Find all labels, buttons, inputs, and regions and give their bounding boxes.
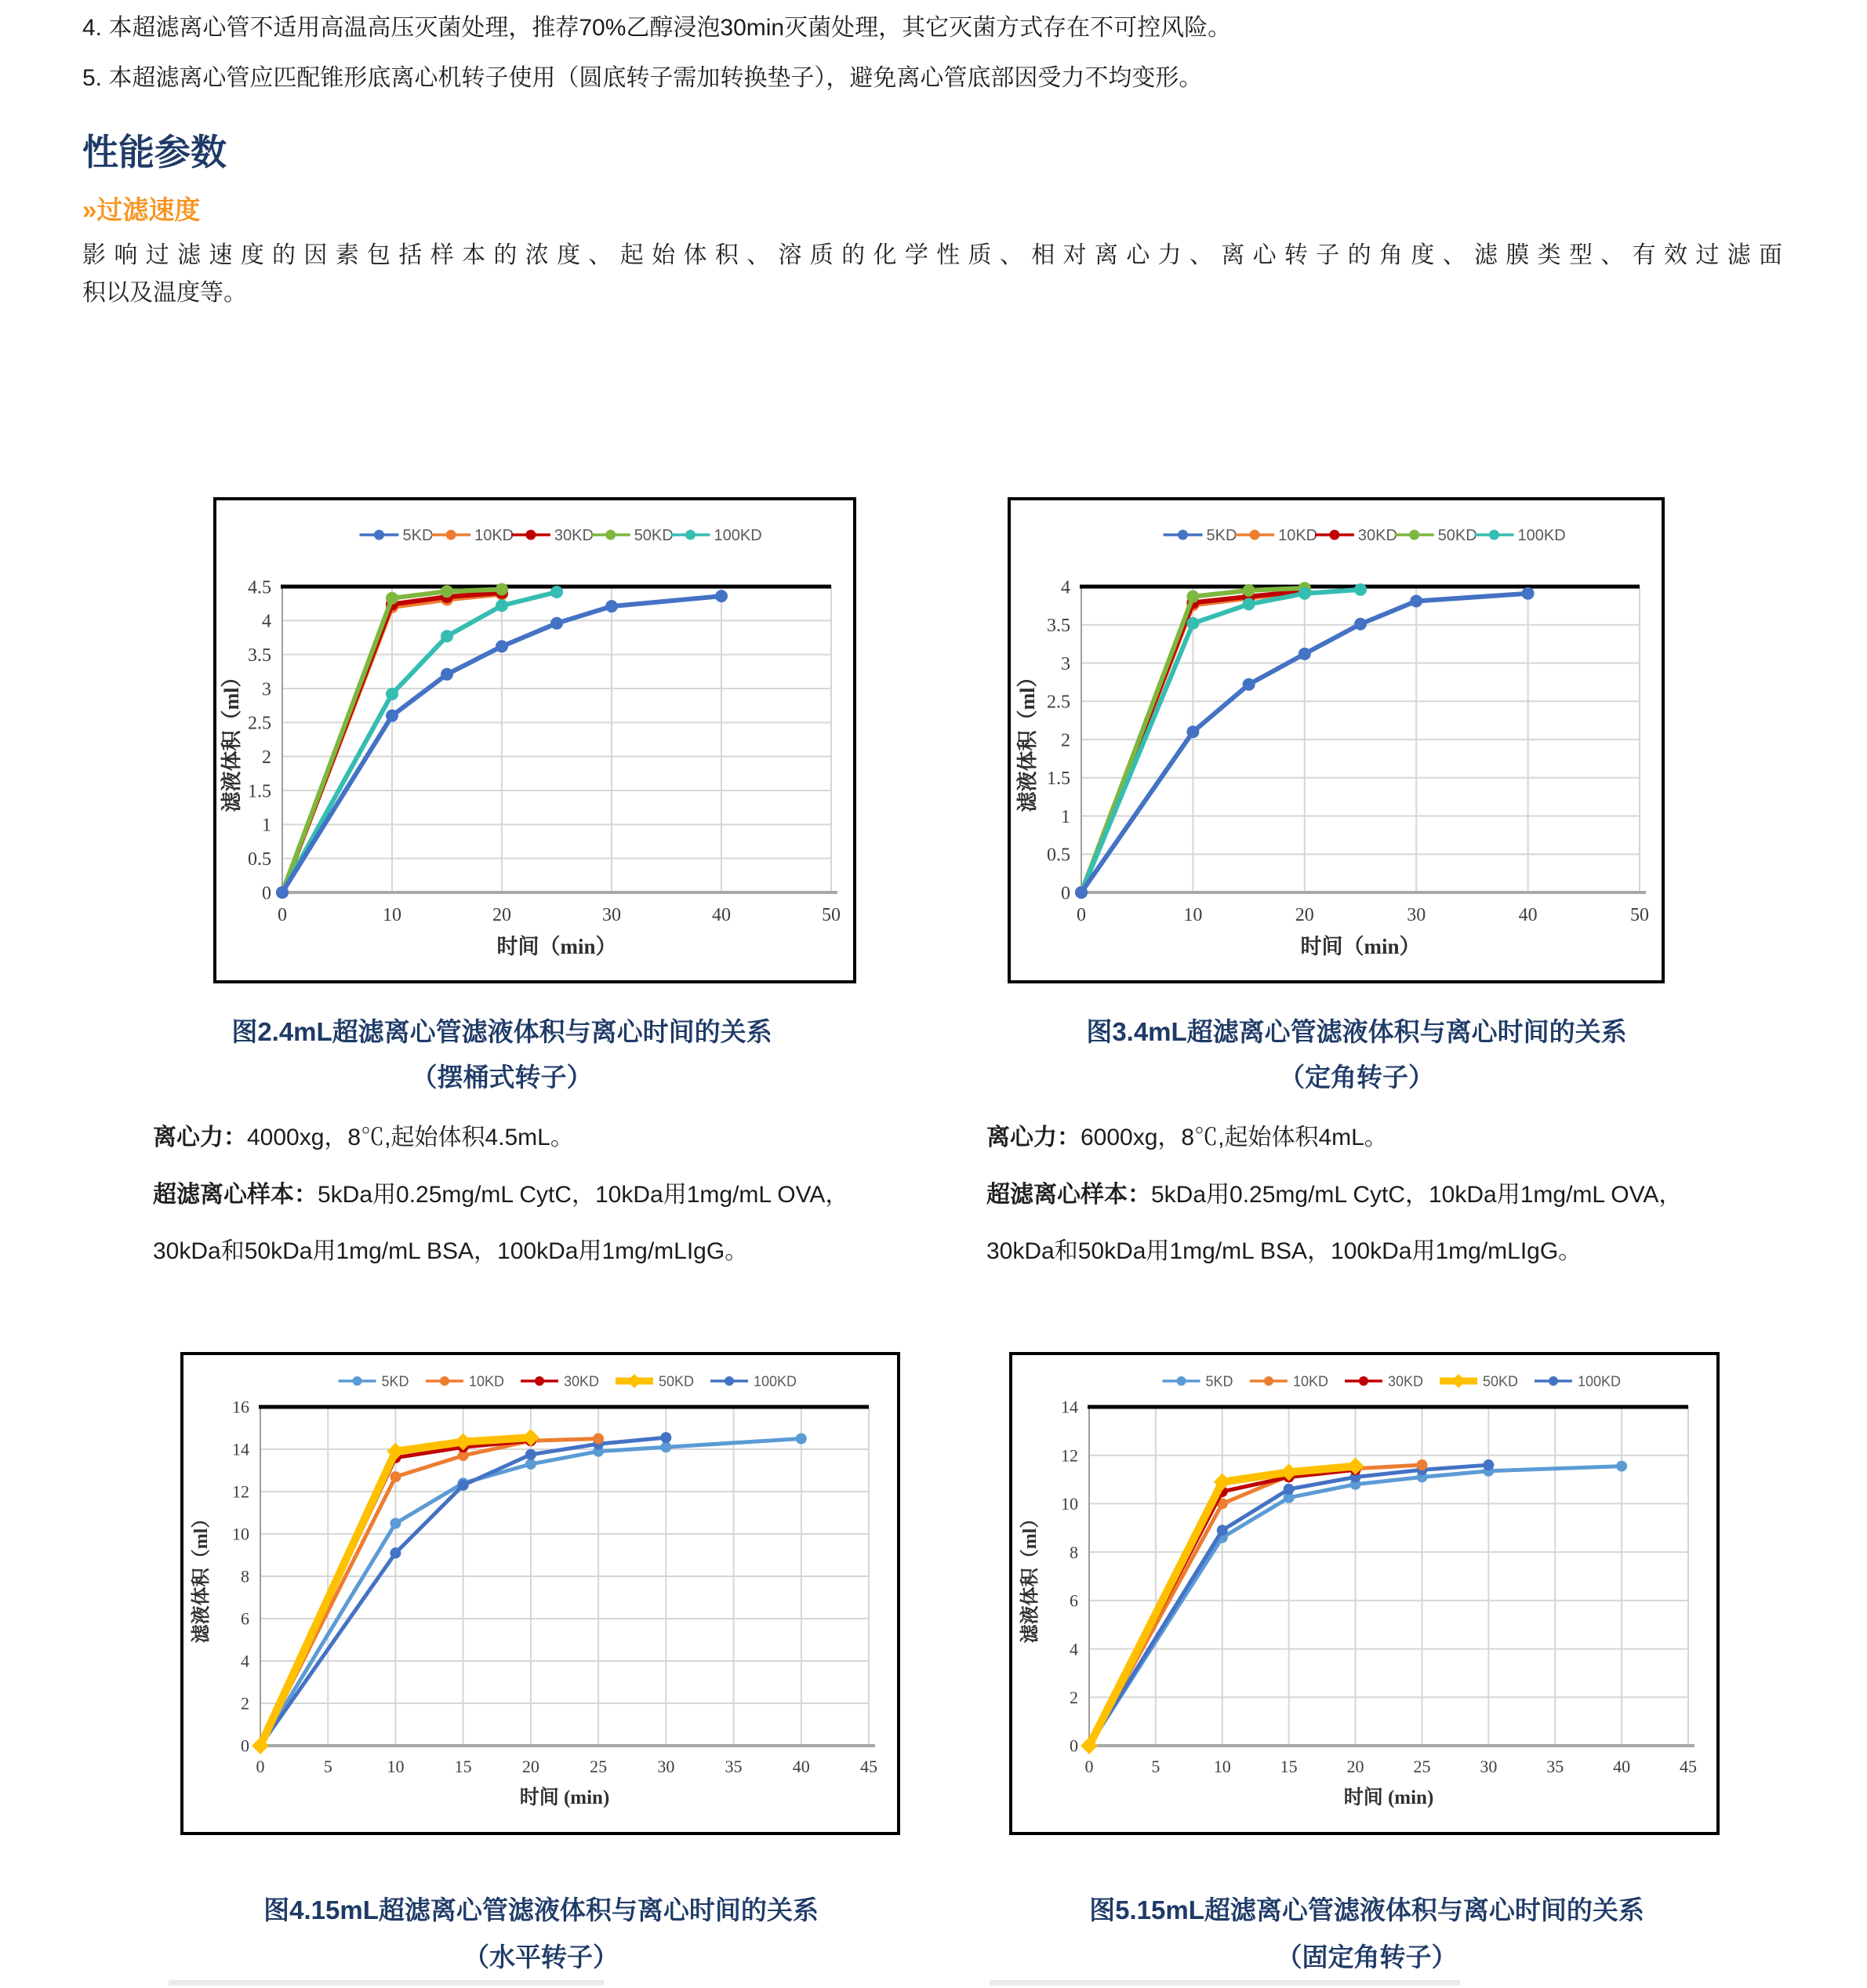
data-point-marker bbox=[441, 585, 453, 598]
data-point-marker bbox=[496, 583, 508, 595]
data-point-marker bbox=[390, 1471, 401, 1482]
condition-label: 离心力： bbox=[153, 1125, 247, 1150]
svg-text:4: 4 bbox=[1061, 577, 1070, 598]
svg-text:0: 0 bbox=[241, 1735, 249, 1756]
y-tick-labels bbox=[248, 577, 271, 903]
data-point-marker bbox=[1299, 648, 1311, 660]
svg-text:14: 14 bbox=[232, 1439, 249, 1459]
figure3-caption-line2: （定角转子） bbox=[1279, 1063, 1434, 1092]
svg-text:35: 35 bbox=[1546, 1757, 1564, 1776]
svg-text:15: 15 bbox=[454, 1757, 472, 1776]
condition-text: 4000xg，8℃,起始体积4.5mL。 bbox=[247, 1125, 574, 1150]
data-point-marker bbox=[496, 640, 508, 652]
condition-label: 离心力： bbox=[986, 1125, 1081, 1150]
svg-text:30: 30 bbox=[657, 1757, 675, 1776]
data-point-marker bbox=[1284, 1484, 1295, 1495]
data-point-marker bbox=[1186, 725, 1199, 738]
figure2-caption-line2: （摆桶式转子） bbox=[411, 1063, 593, 1092]
y-tick-labels bbox=[1047, 577, 1070, 903]
svg-text:0: 0 bbox=[1084, 1757, 1094, 1776]
svg-text:100KD: 100KD bbox=[1517, 527, 1566, 544]
svg-text:10: 10 bbox=[387, 1757, 405, 1776]
figure4-chart bbox=[180, 1352, 900, 1835]
svg-text:0: 0 bbox=[1070, 1735, 1078, 1756]
sample-label: 超滤离心样本： bbox=[986, 1182, 1151, 1208]
figure4-caption-line2: （水平转子） bbox=[463, 1943, 619, 1972]
figure3-sample-line1 bbox=[986, 1175, 1682, 1209]
svg-text:50KD: 50KD bbox=[1483, 1373, 1519, 1390]
data-point-marker bbox=[605, 600, 618, 612]
svg-text:12: 12 bbox=[232, 1481, 249, 1502]
legend bbox=[360, 527, 762, 544]
figure2-sample-line1 bbox=[153, 1175, 848, 1209]
y-axis-title: 滤液体积（ml） bbox=[1016, 667, 1039, 812]
svg-text:6: 6 bbox=[241, 1608, 249, 1629]
svg-text:2: 2 bbox=[241, 1693, 249, 1714]
data-point-marker bbox=[390, 1518, 401, 1529]
svg-text:5KD: 5KD bbox=[381, 1373, 409, 1390]
svg-text:3.5: 3.5 bbox=[248, 645, 271, 667]
svg-text:30KD: 30KD bbox=[564, 1373, 600, 1390]
svg-text:30KD: 30KD bbox=[1388, 1373, 1424, 1390]
data-point-marker bbox=[1410, 595, 1422, 608]
data-point-marker bbox=[660, 1432, 671, 1443]
data-point-marker bbox=[1522, 587, 1535, 600]
data-point-marker bbox=[496, 599, 508, 612]
data-point-marker bbox=[1186, 591, 1199, 603]
svg-text:25: 25 bbox=[1413, 1757, 1431, 1776]
svg-text:1.5: 1.5 bbox=[248, 781, 271, 802]
svg-text:5KD: 5KD bbox=[1205, 1373, 1233, 1390]
legend bbox=[1163, 1373, 1622, 1389]
svg-text:14: 14 bbox=[1061, 1397, 1078, 1417]
data-point-marker bbox=[1243, 584, 1255, 597]
double-chevron-icon: » bbox=[82, 195, 97, 224]
note-item-4: 4. 本超滤离心管不适用高温高压灭菌处理，推荐70%乙醇浸泡30min灭菌处理，其它灭菌方式存在不可控风险。 bbox=[82, 15, 1232, 41]
y-axis-title: 滤液体积（ml） bbox=[1020, 1509, 1041, 1644]
data-point-marker bbox=[1217, 1525, 1228, 1536]
svg-text:20: 20 bbox=[1295, 905, 1314, 925]
data-point-marker bbox=[390, 1547, 401, 1558]
svg-text:1: 1 bbox=[1061, 806, 1070, 827]
svg-text:10KD: 10KD bbox=[469, 1373, 505, 1390]
figure5-caption-line2: （固定角转子） bbox=[1276, 1943, 1458, 1972]
x-tick-labels bbox=[256, 1757, 878, 1776]
svg-text:50KD: 50KD bbox=[634, 527, 674, 544]
svg-text:0.5: 0.5 bbox=[248, 849, 271, 870]
note-item-5: 5. 本超滤离心管应匹配锥形底离心机转子使用（圆底转子需加转换垫子），避免离心管底部因受力不均变形。 bbox=[82, 65, 1203, 91]
svg-text:20: 20 bbox=[492, 905, 511, 925]
figure2-caption-line1: 图2.4mL超滤离心管滤液体积与离心时间的关系 bbox=[231, 1017, 772, 1046]
svg-text:10KD: 10KD bbox=[1293, 1373, 1329, 1390]
figure5-chart bbox=[1009, 1352, 1720, 1835]
svg-text:1: 1 bbox=[262, 815, 271, 836]
svg-text:15: 15 bbox=[1280, 1757, 1298, 1776]
series-line-100KD bbox=[1081, 590, 1360, 892]
cutoff-text-remnant-right bbox=[990, 1980, 1460, 1986]
svg-text:40: 40 bbox=[1518, 905, 1538, 925]
data-point-marker bbox=[458, 1480, 469, 1491]
svg-text:1.5: 1.5 bbox=[1047, 769, 1070, 790]
figure4-caption-line1: 图4.15mL超滤离心管滤液体积与离心时间的关系 bbox=[263, 1895, 819, 1924]
data-point-marker bbox=[441, 630, 453, 642]
data-point-marker bbox=[550, 586, 563, 598]
svg-text:50: 50 bbox=[822, 905, 841, 925]
paragraph-line-2: 积以及温度等。 bbox=[82, 280, 247, 306]
svg-text:3.5: 3.5 bbox=[1047, 616, 1070, 637]
svg-text:40: 40 bbox=[1613, 1757, 1631, 1776]
legend bbox=[1164, 527, 1566, 544]
svg-text:5KD: 5KD bbox=[1206, 527, 1237, 544]
svg-text:30: 30 bbox=[1407, 905, 1426, 925]
figure2-sample-line2: 30kDa和50kDa用1mg/mL BSA，100kDa用1mg/mLIgG。 bbox=[153, 1238, 749, 1264]
sample-text: 5kDa用0.25mg/mL CytC，10kDa用1mg/mL OVA， bbox=[1151, 1182, 1683, 1208]
paragraph-line-1: 影响过滤速度的因素包括样本的浓度、起始体积、溶质的化学性质、相对离心力、离心转子的角度、滤膜类型、有效过滤面 bbox=[82, 242, 1782, 268]
svg-text:4: 4 bbox=[241, 1651, 249, 1671]
x-axis-title: 时间 (min) bbox=[1343, 1787, 1434, 1808]
svg-text:6: 6 bbox=[1070, 1590, 1078, 1611]
data-point-marker bbox=[1186, 617, 1199, 630]
data-point-marker bbox=[276, 886, 289, 899]
svg-text:2: 2 bbox=[1061, 730, 1070, 751]
x-axis-title: 时间（min） bbox=[1300, 935, 1421, 958]
svg-text:100KD: 100KD bbox=[1578, 1373, 1622, 1390]
data-point-marker bbox=[1299, 587, 1311, 600]
y-tick-labels bbox=[1061, 1397, 1078, 1756]
svg-text:0: 0 bbox=[262, 883, 271, 904]
svg-text:0: 0 bbox=[1077, 905, 1086, 925]
data-point-marker bbox=[386, 688, 398, 700]
figure3-sample-line2: 30kDa和50kDa用1mg/mL BSA，100kDa用1mg/mLIgG。 bbox=[986, 1238, 1582, 1264]
figure3-condition bbox=[986, 1118, 1388, 1152]
svg-text:50KD: 50KD bbox=[1437, 527, 1477, 544]
figure2-chart bbox=[213, 497, 856, 983]
svg-text:30: 30 bbox=[1480, 1757, 1498, 1776]
svg-text:16: 16 bbox=[232, 1397, 249, 1417]
svg-text:2: 2 bbox=[1070, 1687, 1078, 1707]
svg-text:45: 45 bbox=[1680, 1757, 1697, 1776]
svg-text:10: 10 bbox=[383, 905, 401, 925]
subsection-heading bbox=[82, 190, 200, 227]
x-tick-labels bbox=[278, 905, 841, 925]
data-point-marker bbox=[1243, 678, 1255, 691]
svg-text:4: 4 bbox=[1070, 1639, 1078, 1659]
svg-text:45: 45 bbox=[860, 1757, 877, 1776]
svg-text:4.5: 4.5 bbox=[248, 577, 271, 598]
y-tick-labels bbox=[232, 1397, 249, 1756]
condition-text: 6000xg，8℃,起始体积4mL。 bbox=[1081, 1125, 1388, 1150]
svg-text:5KD: 5KD bbox=[402, 527, 434, 544]
svg-text:50: 50 bbox=[1630, 905, 1649, 925]
y-axis-title: 滤液体积（ml） bbox=[220, 667, 243, 812]
svg-text:10: 10 bbox=[1213, 1757, 1231, 1776]
svg-text:30: 30 bbox=[602, 905, 621, 925]
data-point-marker bbox=[550, 617, 563, 630]
svg-text:20: 20 bbox=[1346, 1757, 1364, 1776]
figure2-condition bbox=[153, 1118, 574, 1152]
svg-text:25: 25 bbox=[590, 1757, 608, 1776]
x-axis-title: 时间（min） bbox=[496, 935, 617, 958]
figure3-chart-svg bbox=[1011, 500, 1662, 980]
data-point-marker bbox=[1483, 1459, 1494, 1470]
svg-text:10: 10 bbox=[1061, 1494, 1078, 1514]
svg-text:35: 35 bbox=[725, 1757, 743, 1776]
y-axis-title: 滤液体积（ml） bbox=[191, 1509, 212, 1644]
data-point-marker bbox=[386, 592, 398, 605]
x-tick-labels bbox=[1077, 905, 1649, 925]
svg-text:0: 0 bbox=[256, 1757, 265, 1776]
svg-text:5: 5 bbox=[323, 1757, 332, 1776]
svg-text:4: 4 bbox=[262, 611, 271, 632]
series-lines bbox=[252, 1429, 807, 1754]
svg-text:2.5: 2.5 bbox=[1047, 692, 1070, 713]
data-point-marker bbox=[1075, 886, 1088, 899]
svg-text:20: 20 bbox=[521, 1757, 539, 1776]
svg-text:0: 0 bbox=[278, 905, 287, 925]
data-point-marker bbox=[593, 1434, 604, 1445]
cutoff-text-remnant-left bbox=[169, 1980, 604, 1986]
figure3-chart bbox=[1008, 497, 1665, 983]
svg-text:10: 10 bbox=[1183, 905, 1203, 925]
figure5-chart-svg bbox=[1012, 1355, 1716, 1832]
data-point-marker bbox=[525, 1449, 536, 1460]
svg-text:30KD: 30KD bbox=[554, 527, 594, 544]
data-point-marker bbox=[1354, 583, 1367, 596]
svg-text:8: 8 bbox=[241, 1566, 249, 1586]
data-point-marker bbox=[660, 1441, 671, 1452]
svg-text:40: 40 bbox=[792, 1757, 810, 1776]
grid-lines bbox=[1081, 587, 1640, 892]
sample-label: 超滤离心样本： bbox=[153, 1182, 318, 1208]
data-point-marker bbox=[1416, 1459, 1427, 1470]
svg-text:0: 0 bbox=[1061, 883, 1070, 904]
svg-text:30KD: 30KD bbox=[1357, 527, 1397, 544]
svg-text:10KD: 10KD bbox=[1278, 527, 1318, 544]
data-point-marker bbox=[1243, 598, 1255, 610]
sample-text: 5kDa用0.25mg/mL CytC，10kDa用1mg/mL OVA， bbox=[318, 1182, 849, 1208]
svg-text:3: 3 bbox=[262, 679, 271, 700]
svg-text:10KD: 10KD bbox=[474, 527, 514, 544]
series-lines bbox=[1081, 1458, 1627, 1754]
data-point-marker bbox=[441, 668, 453, 681]
data-point-marker bbox=[796, 1434, 807, 1445]
subsection-title: 过滤速度 bbox=[96, 195, 201, 224]
series-line-10KD bbox=[260, 1439, 598, 1746]
series-line-10KD bbox=[1089, 1465, 1422, 1746]
section-title: 性能参数 bbox=[82, 132, 227, 173]
svg-text:0.5: 0.5 bbox=[1047, 845, 1070, 866]
figure5-caption-line1: 图5.15mL超滤离心管滤液体积与离心时间的关系 bbox=[1089, 1895, 1644, 1924]
x-tick-labels bbox=[1085, 1757, 1698, 1776]
figure2-chart-svg bbox=[216, 500, 853, 980]
figure3-caption-line1: 图3.4mL超滤离心管滤液体积与离心时间的关系 bbox=[1086, 1017, 1627, 1046]
data-point-marker bbox=[1616, 1461, 1627, 1472]
series-line-100KD bbox=[282, 592, 557, 892]
legend bbox=[339, 1373, 797, 1389]
svg-text:2: 2 bbox=[262, 747, 271, 769]
svg-text:10: 10 bbox=[232, 1524, 249, 1544]
svg-text:8: 8 bbox=[1070, 1542, 1078, 1562]
svg-text:100KD: 100KD bbox=[754, 1373, 797, 1390]
data-point-marker bbox=[525, 1459, 536, 1470]
svg-text:40: 40 bbox=[712, 905, 731, 925]
data-point-marker bbox=[1354, 618, 1367, 631]
figure4-chart-svg bbox=[183, 1355, 897, 1832]
svg-text:50KD: 50KD bbox=[659, 1373, 695, 1390]
svg-text:12: 12 bbox=[1061, 1445, 1078, 1466]
svg-text:2.5: 2.5 bbox=[248, 713, 271, 734]
svg-text:5: 5 bbox=[1151, 1757, 1161, 1776]
svg-text:100KD: 100KD bbox=[714, 527, 762, 544]
data-point-marker bbox=[386, 710, 398, 722]
svg-text:3: 3 bbox=[1061, 653, 1070, 674]
data-point-marker bbox=[715, 590, 728, 602]
x-axis-title: 时间 (min) bbox=[519, 1787, 610, 1808]
